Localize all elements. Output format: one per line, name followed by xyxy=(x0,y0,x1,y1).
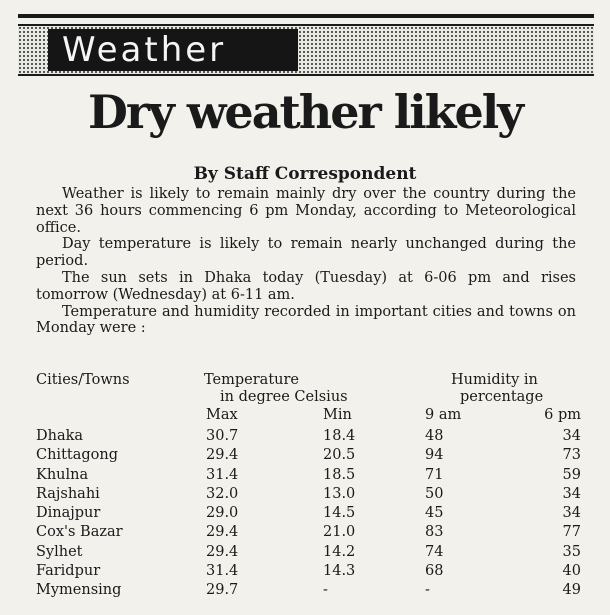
temp-max: 29.0 xyxy=(206,505,239,522)
city-name: Dhaka xyxy=(36,428,84,444)
table-rows xyxy=(36,428,581,602)
article-body xyxy=(36,186,576,337)
headline: Dry weather likely xyxy=(87,85,523,139)
city-name: Sylhet xyxy=(36,543,83,560)
city-name: Faridpur xyxy=(36,563,101,580)
humidity-9am: 83 xyxy=(425,524,444,541)
table-row xyxy=(36,544,581,563)
temp-max: 31.4 xyxy=(206,563,239,580)
table-row xyxy=(36,486,581,505)
header-temperature-unit: in degree Celsius xyxy=(220,389,348,405)
table-row xyxy=(36,428,581,447)
temp-max: 29.4 xyxy=(206,543,239,560)
city-name: Khulna xyxy=(36,466,89,483)
city-name: Cox's Bazar xyxy=(36,524,123,541)
temp-max: 29.4 xyxy=(206,447,239,464)
table-row xyxy=(36,524,581,543)
table-row xyxy=(36,447,581,466)
temp-min: 20.5 xyxy=(323,447,356,464)
table-row xyxy=(36,563,581,582)
header-temperature: Temperature xyxy=(204,372,299,388)
table-row xyxy=(36,467,581,486)
humidity-6pm: 59 xyxy=(562,466,581,483)
temp-max: 31.4 xyxy=(206,466,239,483)
humidity-6pm: 49 xyxy=(562,582,581,599)
humidity-9am: 71 xyxy=(425,466,444,483)
humidity-6pm: 77 xyxy=(562,524,581,541)
humidity-9am: - xyxy=(425,582,430,599)
city-name: Chittagong xyxy=(36,447,119,464)
subheader-6pm: 6 pm xyxy=(544,407,581,423)
humidity-6pm: 35 xyxy=(562,543,581,560)
temp-max: 29.7 xyxy=(206,582,239,599)
temp-min: 14.3 xyxy=(323,563,356,580)
subheader-9am: 9 am xyxy=(425,407,462,423)
paragraph: Temperature and humidity recorded in important cities and towns on Monday were : xyxy=(36,303,576,337)
header-humidity-unit: percentage xyxy=(460,389,544,405)
temp-min: 18.4 xyxy=(323,428,356,444)
paragraph: Weather is likely to remain mainly dry over the country during the next 36 hours commencing 6 pm Monday, according to Meteorological office. xyxy=(36,186,576,236)
paragraph: The sun sets in Dhaka today (Tuesday) at 6-06 pm and rises tomorrow (Wednesday) at 6-11 am. xyxy=(36,269,576,303)
temp-max: 29.4 xyxy=(206,524,239,541)
header-cities: Cities/Towns xyxy=(36,372,130,388)
humidity-9am: 74 xyxy=(425,543,444,560)
subheader-max: Max xyxy=(206,407,238,423)
table-row xyxy=(36,505,581,524)
humidity-9am: 94 xyxy=(425,447,444,464)
humidity-9am: 45 xyxy=(425,505,444,522)
top-rule xyxy=(18,14,594,18)
temp-min: 21.0 xyxy=(323,524,356,541)
header-humidity: Humidity in xyxy=(451,372,538,388)
temp-max: 30.7 xyxy=(206,428,239,444)
temp-min: - xyxy=(323,582,328,599)
city-name: Dinajpur xyxy=(36,505,101,522)
humidity-9am: 68 xyxy=(425,563,444,580)
byline: By Staff Correspondent xyxy=(193,164,417,184)
table-row xyxy=(36,582,581,601)
humidity-9am: 48 xyxy=(425,428,444,444)
humidity-9am: 50 xyxy=(425,485,444,502)
humidity-6pm: 40 xyxy=(562,563,581,580)
city-name: Mymensing xyxy=(36,582,122,599)
temp-min: 13.0 xyxy=(323,485,356,502)
temp-max: 32.0 xyxy=(206,485,239,502)
temp-min: 14.2 xyxy=(323,543,356,560)
city-name: Rajshahi xyxy=(36,485,100,502)
paragraph: Day temperature is likely to remain nearly unchanged during the period. xyxy=(36,236,576,270)
humidity-6pm: 34 xyxy=(562,505,581,522)
section-label: Weather xyxy=(48,29,298,71)
section-banner xyxy=(18,24,594,76)
humidity-6pm: 73 xyxy=(562,447,581,464)
temp-min: 14.5 xyxy=(323,505,356,522)
subheader-min: Min xyxy=(323,407,352,423)
humidity-6pm: 34 xyxy=(562,485,581,502)
temp-min: 18.5 xyxy=(323,466,356,483)
humidity-6pm: 34 xyxy=(562,428,581,444)
